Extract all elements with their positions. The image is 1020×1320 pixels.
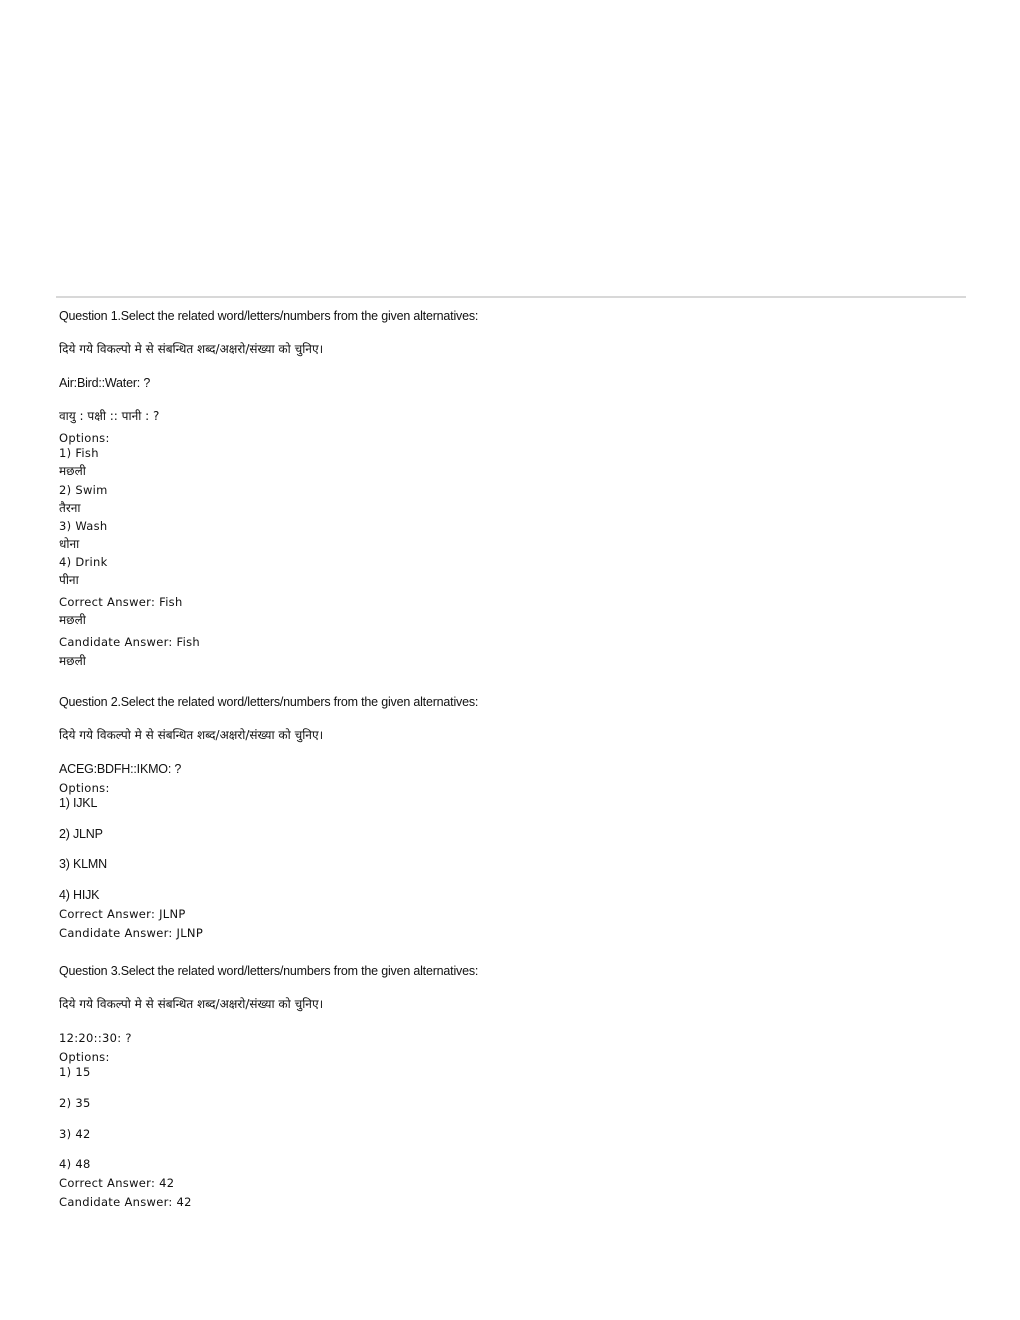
- question-2-hindi: दिये गये विकल्पो मे से संबन्धित शब्द/अक्षरो/संख्या को चुनिए।: [59, 728, 324, 742]
- question-1-options-label: Options:: [59, 431, 110, 445]
- option-1: 1) IJKL: [59, 796, 98, 810]
- candidate-answer-hindi: मछली: [59, 654, 86, 668]
- option-2: 2) 35: [59, 1096, 91, 1110]
- question-1-prompt-hindi: वायु : पक्षी :: पानी : ?: [59, 409, 160, 423]
- correct-answer: Correct Answer: Fish: [59, 595, 183, 609]
- option-3: 3) KLMN: [59, 857, 107, 871]
- option-3-hindi: धोना: [59, 537, 80, 551]
- question-2-options-label: Options:: [59, 781, 110, 795]
- correct-answer: Correct Answer: 42: [59, 1176, 175, 1190]
- question-1-title: Question 1.Select the related word/letters/numbers from the given alternatives:: [59, 309, 479, 323]
- option-3: 3) 42: [59, 1127, 91, 1141]
- candidate-answer: Candidate Answer: JLNP: [59, 926, 204, 940]
- question-3-title: Question 3.Select the related word/letters/numbers from the given alternatives:: [59, 964, 479, 978]
- option-4: 4) Drink: [59, 555, 108, 569]
- option-4: 4) HIJK: [59, 888, 100, 902]
- question-3-prompt: 12:20::30: ?: [59, 1031, 132, 1045]
- question-1-prompt: Air:Bird::Water: ?: [59, 376, 151, 390]
- question-3-hindi: दिये गये विकल्पो मे से संबन्धित शब्द/अक्षरो/संख्या को चुनिए।: [59, 997, 324, 1011]
- option-1-hindi: मछली: [59, 464, 86, 478]
- option-1: 1) Fish: [59, 446, 99, 460]
- option-2: 2) JLNP: [59, 827, 103, 841]
- option-1: 1) 15: [59, 1065, 91, 1079]
- question-2-title: Question 2.Select the related word/letters/numbers from the given alternatives:: [59, 695, 479, 709]
- question-1-hindi: दिये गये विकल्पो मे से संबन्धित शब्द/अक्षरो/संख्या को चुनिए।: [59, 342, 324, 356]
- question-3-options-label: Options:: [59, 1050, 110, 1064]
- option-2-hindi: तैरना: [59, 501, 81, 515]
- candidate-answer: Candidate Answer: Fish: [59, 635, 200, 649]
- option-3: 3) Wash: [59, 519, 108, 533]
- option-4: 4) 48: [59, 1157, 91, 1171]
- correct-answer: Correct Answer: JLNP: [59, 907, 186, 921]
- option-4-hindi: पीना: [59, 573, 79, 587]
- option-2: 2) Swim: [59, 483, 108, 497]
- question-2-prompt: ACEG:BDFH::IKMO: ?: [59, 762, 182, 776]
- candidate-answer: Candidate Answer: 42: [59, 1195, 192, 1209]
- correct-answer-hindi: मछली: [59, 613, 86, 627]
- section-divider: [56, 296, 966, 298]
